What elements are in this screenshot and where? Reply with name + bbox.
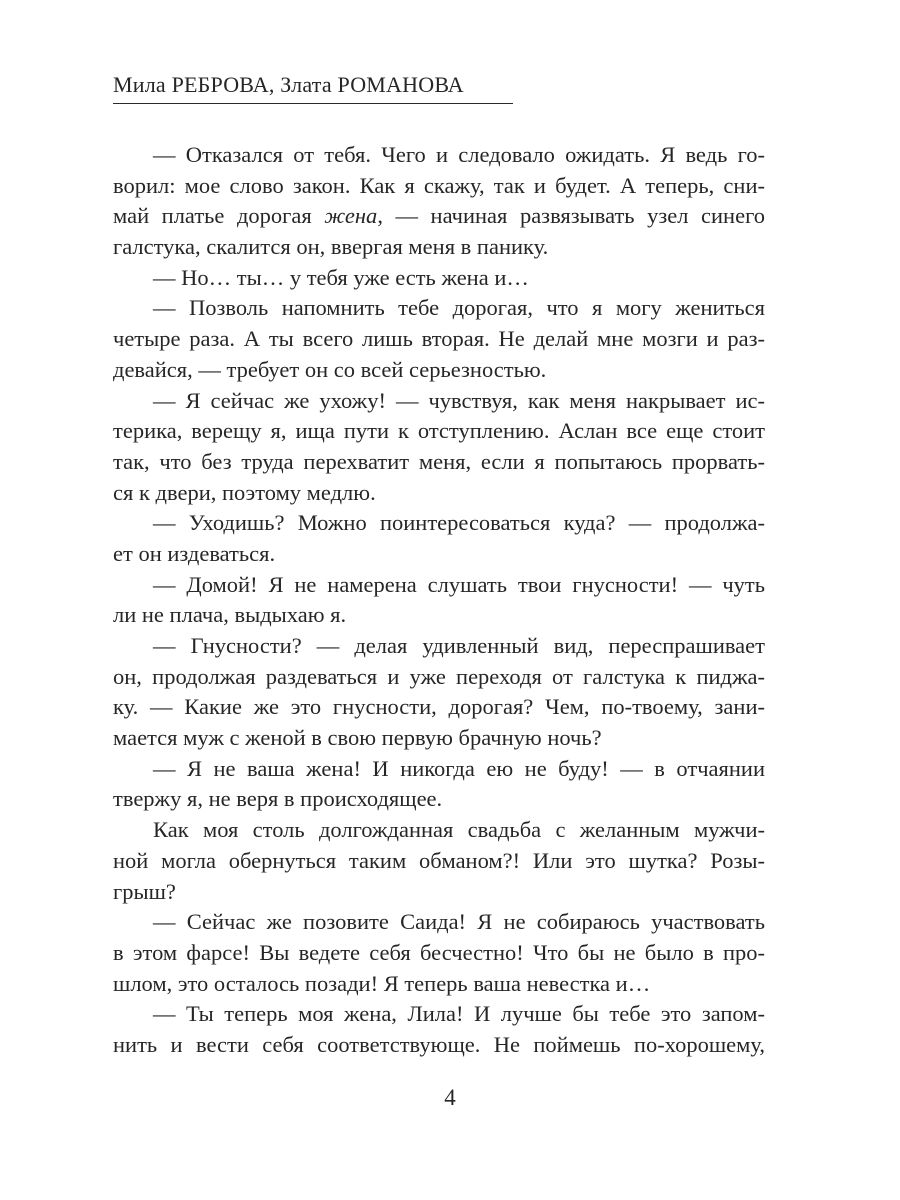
text-line: — Гнусности? — делая удивленный вид, переспрашивает: [153, 633, 765, 658]
text-line: ворил: мое слово закон. Как я скажу, так и будет. А теперь, сни-: [113, 172, 765, 198]
text-line: так, что без труда перехватит меня, если я попытаюсь прорвать-: [113, 448, 765, 474]
text-line: — Уходишь? Можно поинтересоваться куда? — продолжа-: [153, 510, 765, 536]
text-line: мается муж с женой в свою первую брачную ночь?: [113, 725, 602, 751]
text-line: — Я сейчас же ухожу! — чувствуя, как меня накрывает ис-: [153, 387, 765, 413]
text-line: май платье дорогая жена, — начиная развязывать узел синего: [113, 203, 765, 229]
text-line: терика, верещу я, ища пути к отступлению. Аслан все еще стоит: [113, 418, 765, 444]
body-text: [113, 140, 765, 1061]
text-line: — Домой! Я не намерена слушать твои гнусности! — чуть: [153, 571, 765, 597]
text-line: ку. — Какие же это гнусности, дорогая? Чем, по-твоему, зани-: [113, 694, 765, 720]
text-line: ли не плача, выдыхаю я.: [113, 602, 347, 628]
text-line: ся к двери, поэтому медлю.: [113, 479, 376, 505]
emphasis: жена: [324, 203, 378, 229]
text-line: ной могла обернуться таким обманом?! Или это шутка? Розы-: [113, 847, 765, 873]
text-line: грыш?: [113, 878, 176, 904]
text-line: — Ты теперь моя жена, Лила! И лучше бы тебе это запом-: [153, 1001, 765, 1027]
text-line: четыре раза. А ты всего лишь вторая. Не делай мне мозги и раз-: [113, 326, 765, 352]
text-line: он, продолжая раздеваться и уже переходя от галстука к пиджа-: [113, 663, 765, 689]
text-line: в этом фарсе! Вы ведете себя бесчестно! Что бы не было в про-: [113, 939, 765, 965]
text-line: — Сейчас же позовите Саида! Я не собираюсь участвовать: [153, 909, 765, 935]
text-line: — Позволь напомнить тебе дорогая, что я могу жениться: [153, 295, 765, 321]
text-line: — Отказался от тебя. Чего и следовало ожидать. Я ведь го-: [153, 142, 765, 167]
text-line: — Но… ты… у тебя уже есть жена и…: [153, 264, 529, 290]
text-line: Как моя столь долгожданная свадьба с желанным мужчи-: [153, 817, 765, 843]
text-line: твержу я, не веря в происходящее.: [113, 786, 443, 812]
text-line: галстука, скалится он, ввергая меня в панику.: [113, 234, 549, 260]
header-rule: [113, 103, 513, 104]
text-line: девайся, — требует он со всей серьезностью.: [113, 356, 547, 382]
text-line: шлом, это осталось позади! Я теперь ваша невестка и…: [113, 970, 651, 996]
text-line: ет он издеваться.: [113, 540, 276, 566]
running-head: Мила РЕБРОВА, Злата РОМАНОВА: [113, 72, 464, 97]
text-line: нить и вести себя соответствующе. Не поймешь по-хорошему,: [113, 1031, 765, 1057]
page-number: 4: [444, 1085, 456, 1110]
text-line: — Я не ваша жена! И никогда ею не буду! — в отчаянии: [153, 755, 765, 781]
